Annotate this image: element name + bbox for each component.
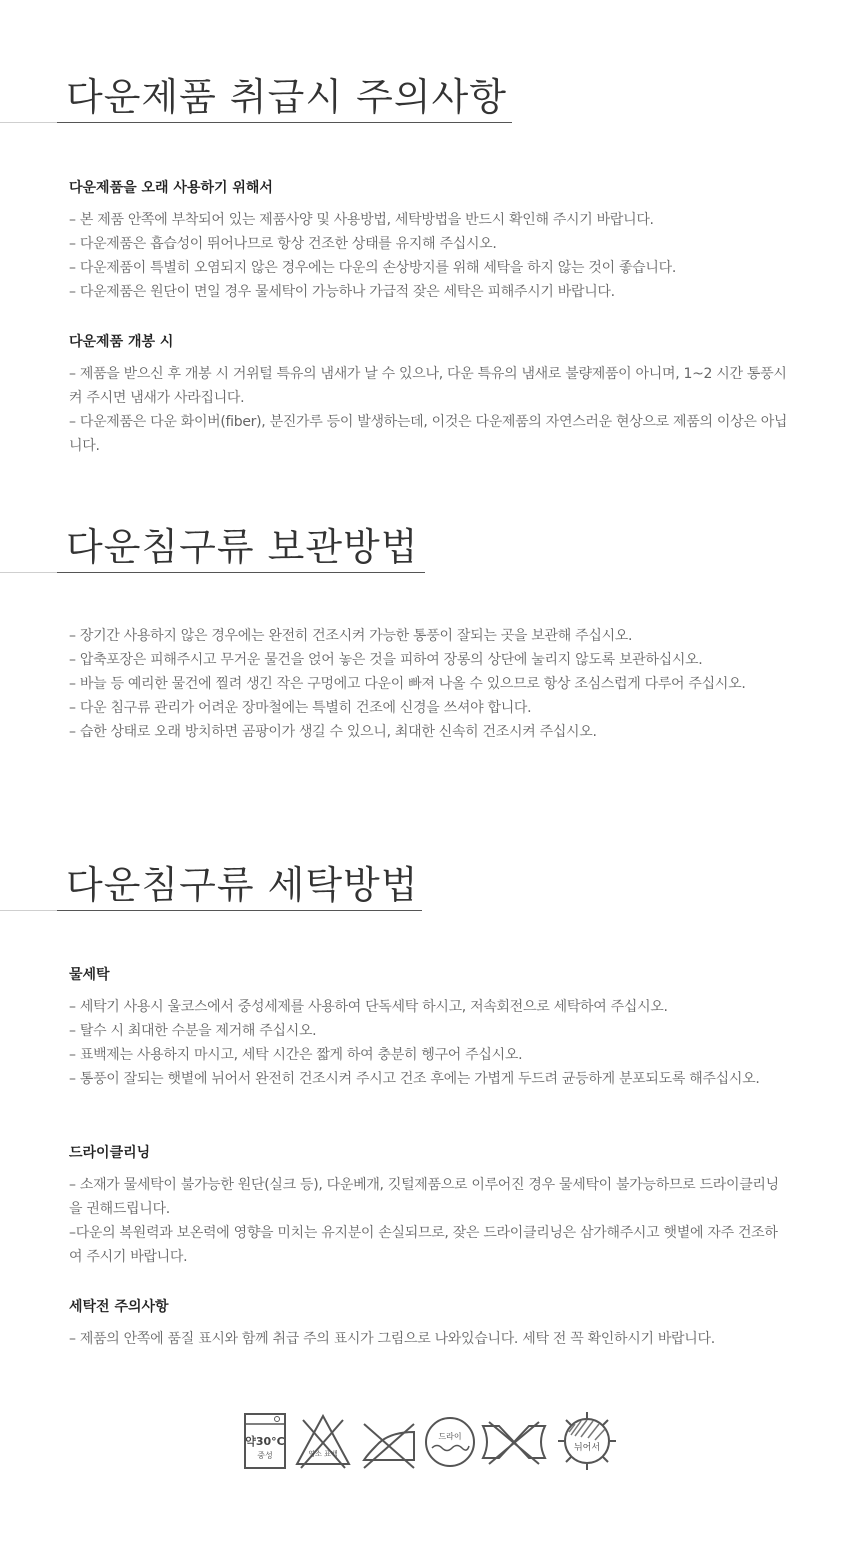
list-item: – 제품의 안쪽에 품질 표시와 함께 취급 주의 표시가 그림으로 나와있습니다. 세탁 전 꼭 확인하시기 바랍니다.	[69, 1331, 715, 1347]
subheading-water-wash: 물세탁	[69, 967, 110, 983]
section-title-handling: 다운제품 취급시 주의사항	[66, 75, 507, 119]
paragraph-opening	[69, 362, 789, 458]
subheading-long-use: 다운제품을 오래 사용하기 위해서	[69, 180, 273, 196]
divider	[0, 122, 60, 123]
list-item: – 다운제품은 원단이 면일 경우 물세탁이 가능하나 가급적 잦은 세탁은 피해주시기 바랍니다.	[69, 284, 615, 300]
paragraph-dry-clean	[69, 1173, 789, 1269]
wash-30-neutral-icon	[243, 1412, 287, 1470]
subheading-dry-clean: 드라이클리닝	[69, 1145, 151, 1161]
dry-clean-icon	[423, 1412, 477, 1470]
list-item: – 세탁기 사용시 울코스에서 중성세제를 사용하여 단독세탁 하시고, 저속회전으로 세탁하여 주십시오.	[69, 999, 668, 1015]
list-item: – 표백제는 사용하지 마시고, 세탁 시간은 짧게 하여 충분히 헹구어 주십시오.	[69, 1047, 523, 1063]
no-bleach-icon	[293, 1412, 353, 1470]
list-item: – 다운제품이 특별히 오염되지 않은 경우에는 다운의 손상방지를 위해 세탁을 하지 않는 것이 좋습니다.	[69, 260, 676, 276]
list-item: – 다운제품은 흡습성이 뛰어나므로 항상 건조한 상태를 유지해 주십시오.	[69, 236, 497, 252]
paragraph-water-wash	[69, 995, 789, 1091]
bleach-label: 염소 표백	[308, 1450, 338, 1458]
list-item: – 탈수 시 최대한 수분을 제거해 주십시오.	[69, 1023, 317, 1039]
dry-clean-label: 드라이	[438, 1432, 462, 1441]
wash-detergent-text: 중성	[257, 1451, 273, 1460]
list-item: – 장기간 사용하지 않은 경우에는 완전히 건조시켜 가능한 통풍이 잘되는 곳을 보관해 주십시오.	[69, 628, 633, 644]
list-item: – 제품을 받으신 후 개봉 시 거위털 특유의 냄새가 날 수 있으나, 다운 특유의 냄새로 불량제품이 아니며, 1~2 시간 통풍시켜 주시면 냄새가 사라집니다.	[69, 366, 787, 406]
list-item: – 바늘 등 예리한 물건에 찔려 생긴 작은 구멍에고 다운이 빠져 나올 수 있으므로 항상 조심스럽게 다루어 주십시오.	[69, 676, 746, 692]
divider	[0, 572, 60, 573]
paragraph-pre-wash	[69, 1327, 789, 1351]
no-iron-icon	[358, 1412, 420, 1470]
flat-dry-label: 뉘어서	[573, 1443, 601, 1453]
paragraph-storage	[69, 624, 789, 744]
title-underline	[57, 122, 512, 123]
list-item: –다운의 복원력과 보온력에 영향을 미치는 유지분이 손실되므로, 잦은 드라이클리닝은 삼가해주시고 햇볕에 자주 건조하여 주시기 바랍니다.	[69, 1225, 778, 1265]
subheading-opening: 다운제품 개봉 시	[69, 334, 174, 350]
list-item: – 습한 상태로 오래 방치하면 곰팡이가 생길 수 있으니, 최대한 신속히 건조시켜 주십시오.	[69, 724, 597, 740]
list-item: – 통풍이 잘되는 햇볕에 뉘어서 완전히 건조시켜 주시고 건조 후에는 가볍게 두드려 균등하게 분포되도록 해주십시오.	[69, 1071, 760, 1087]
no-wring-icon	[479, 1412, 549, 1470]
divider	[0, 910, 60, 911]
care-label-icons	[243, 1410, 623, 1472]
section-title-storage: 다운침구류 보관방법	[66, 525, 419, 569]
title-underline	[57, 572, 425, 573]
list-item: – 본 제품 안쪽에 부착되어 있는 제품사양 및 사용방법, 세탁방법을 반드시 확인해 주시기 바랍니다.	[69, 212, 654, 228]
subheading-pre-wash: 세탁전 주의사항	[69, 1299, 169, 1315]
list-item: – 소재가 물세탁이 불가능한 원단(실크 등), 다운베개, 깃털제품으로 이루어진 경우 물세탁이 불가능하므로 드라이클리닝을 권해드립니다.	[69, 1177, 779, 1217]
title-underline	[57, 910, 422, 911]
list-item: – 다운 침구류 관리가 어려운 장마철에는 특별히 건조에 신경을 쓰셔야 합니다.	[69, 700, 532, 716]
wash-temp-text: 약30°C	[245, 1435, 285, 1448]
list-item: – 압축포장은 피해주시고 무거운 물건을 얹어 놓은 것을 피하여 장롱의 상단에 눌리지 않도록 보관하십시오.	[69, 652, 703, 668]
flat-dry-icon	[555, 1410, 619, 1472]
paragraph-long-use	[69, 208, 789, 304]
section-title-washing: 다운침구류 세탁방법	[66, 863, 419, 907]
list-item: – 다운제품은 다운 화이버(fiber), 분진가루 등이 발생하는데, 이것은 다운제품의 자연스러운 현상으로 제품의 이상은 아닙니다.	[69, 414, 788, 454]
